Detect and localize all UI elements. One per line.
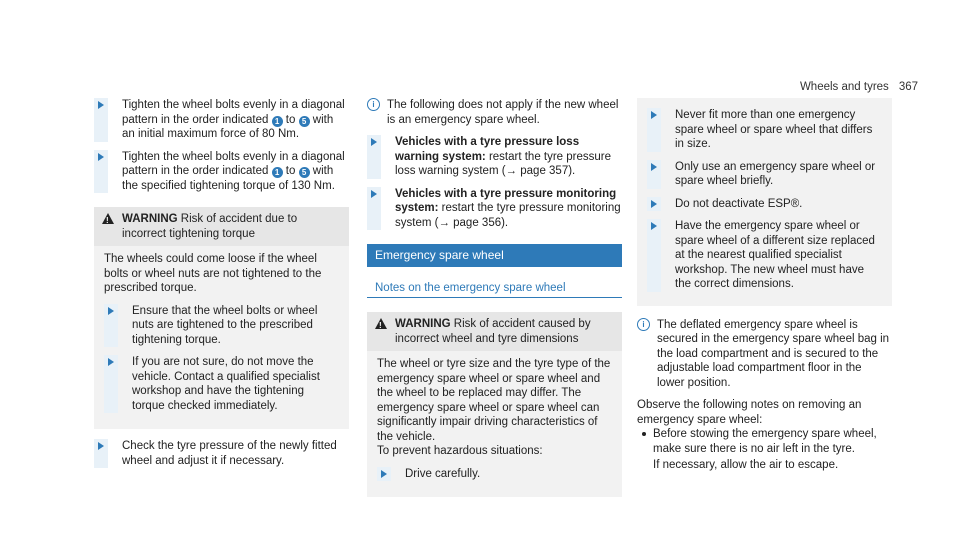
warning-header: ! WARNING Risk of accident due to incorrect tightening torque bbox=[94, 207, 349, 246]
warning-body: The wheels could come loose if the wheel bolts or wheel nuts are not tightened to the prescribed torque. Ensure that the wheel bolts or wheel nuts are tightened to the prescribed tightening torque. If you are not sure, do not move the vehicle. Contact a qualified specialist workshop and have the tightening torque checked immediately. bbox=[94, 246, 349, 429]
step-one-spare: Never fit more than one emergency spare wheel or spare wheel that differs in size. bbox=[647, 108, 882, 152]
arrow-icon bbox=[647, 219, 661, 292]
arrow-icon bbox=[94, 150, 108, 194]
circled-1-icon: 1 bbox=[272, 167, 283, 178]
step-check-pressure: Check the tyre pressure of the newly fitted wheel and adjust it if necessary. bbox=[94, 439, 349, 468]
warning-step: Drive carefully. bbox=[377, 467, 612, 482]
step-replace: Have the emergency spare wheel or spare wheel of a different size replaced at the nearest qualified specialist workshop. The new wheel must have the correct dimensions. bbox=[647, 219, 882, 292]
column-1 bbox=[94, 98, 349, 476]
warning-step: If you are not sure, do not move the vehicle. Contact a qualified specialist workshop and have the tightening torque checked immediately. bbox=[104, 355, 339, 413]
circled-5-icon: 5 bbox=[299, 167, 310, 178]
column-3 bbox=[637, 98, 892, 473]
section-title: Emergency spare wheel bbox=[367, 244, 622, 267]
step-restart-monitoring: Vehicles with a tyre pressure monitoring system: restart the tyre pressure monitoring system (→ page 356). bbox=[367, 187, 622, 231]
warning-box-dimensions bbox=[367, 312, 622, 497]
subsection-title: Notes on the emergency spare wheel bbox=[367, 275, 622, 299]
step-restart-loss-warning: Vehicles with a tyre pressure loss warning system: restart the tyre pressure loss warning system (→ page 357). bbox=[367, 135, 622, 179]
bullet-continuation: If necessary, allow the air to escape. bbox=[653, 459, 839, 471]
warning-header: ! WARNING Risk of accident caused by incorrect wheel and tyre dimensions bbox=[367, 312, 622, 351]
warning-triangle-icon bbox=[102, 213, 114, 224]
arrow-icon bbox=[647, 160, 661, 189]
page-header bbox=[800, 80, 918, 95]
warning-body: The wheel or tyre size and the tyre type of the emergency spare wheel or spare wheel and the wheel to be replaced may differ. The emergency spare wheel or spare wheel can significantly impair driving characteristics of the vehicle. To prevent hazardous situations: Drive carefully. bbox=[377, 358, 611, 480]
info-icon: i bbox=[367, 98, 380, 111]
observe-text: Observe the following notes on removing an emergency spare wheel: bbox=[637, 399, 862, 426]
section-name: Wheels and tyres bbox=[799, 81, 889, 93]
bullet-item: Before stowing the emergency spare wheel, make sure there is no air left in the tyre. bbox=[637, 427, 892, 456]
warning-continuation-box bbox=[637, 98, 892, 306]
arrow-icon bbox=[367, 187, 381, 231]
circled-5-icon: 5 bbox=[299, 116, 310, 127]
step-briefly: Only use an emergency spare wheel or spare wheel briefly. bbox=[647, 160, 882, 189]
arrow-icon bbox=[94, 98, 108, 142]
page-number: 367 bbox=[898, 81, 918, 93]
step-esp: Do not deactivate ESP®. bbox=[647, 197, 882, 212]
circled-1-icon: 1 bbox=[272, 116, 283, 127]
arrow-icon bbox=[367, 135, 381, 179]
warning-triangle-icon bbox=[375, 318, 387, 329]
step-tighten-initial: Tighten the wheel bolts evenly in a diagonal pattern in the order indicated 1 to 5 with an initial maximum force of 80 Nm. bbox=[94, 98, 349, 142]
info-note: i The deflated emergency spare wheel is secured in the emergency spare wheel bag in the load compartment and is secured to the adjustable load compartment floor in the lower position. bbox=[637, 318, 892, 391]
arrow-icon bbox=[377, 467, 391, 482]
arrow-icon bbox=[104, 304, 118, 348]
info-icon: i bbox=[637, 318, 650, 331]
column-2 bbox=[367, 98, 622, 507]
step-tighten-final: Tighten the wheel bolts evenly in a diagonal pattern in the order indicated 1 to 5 with the specified tightening torque of 130 Nm. bbox=[94, 150, 349, 194]
arrow-icon bbox=[104, 355, 118, 413]
info-note: i The following does not apply if the new wheel is an emergency spare wheel. bbox=[367, 98, 622, 127]
arrow-icon bbox=[94, 439, 108, 468]
arrow-icon bbox=[647, 197, 661, 212]
warning-step: Ensure that the wheel bolts or wheel nuts are tightened to the prescribed tightening torque. bbox=[104, 304, 339, 348]
arrow-icon bbox=[647, 108, 661, 152]
warning-box-torque bbox=[94, 207, 349, 429]
